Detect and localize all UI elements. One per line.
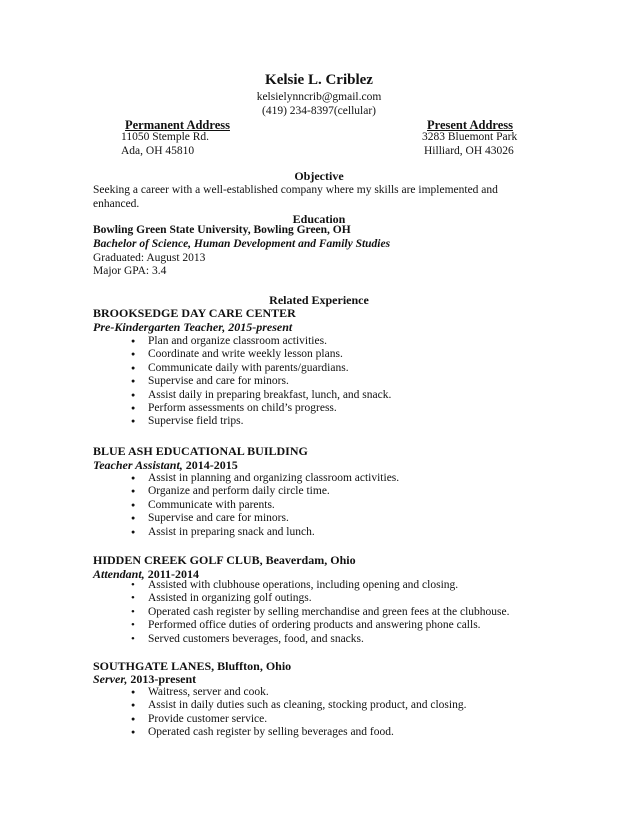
resume-name: Kelsie L. Criblez [265,72,373,88]
job-employer: BLUE ASH EDUCATIONAL BUILDING [93,444,308,458]
job-dates: 2014-2015 [182,458,238,472]
list-item: • Performed office duties of ordering products and answering phone calls. [131,619,509,632]
list-item: ● Plan and organize classroom activities. [131,335,391,348]
list-item: ● Organize and perform daily circle time. [131,485,399,498]
job-dates: 2013-present [127,672,197,686]
list-item: ● Assist daily in preparing breakfast, lunch, and snack. [131,389,391,402]
job-role: Server, [93,672,128,686]
present-address-heading: Present Address [427,118,513,132]
education-heading: Education [292,212,346,226]
list-item: ● Provide customer service. [131,713,466,726]
list-item: ● Operated cash register by selling beverages and food. [131,726,466,739]
job-duties-list [131,686,466,740]
list-item: ● Waitress, server and cook. [131,686,466,699]
permanent-address-line1: 11050 Stemple Rd. [121,131,210,143]
objective-heading: Objective [294,169,344,183]
list-item: ● Assist in daily duties such as cleaning, stocking product, and closing. [131,699,466,712]
experience-heading: Related Experience [269,293,369,307]
school-name: Bowling Green State University, Bowling Green, OH [93,224,351,236]
job-duties-list [131,335,391,429]
job-duties-list [131,472,399,539]
job-employer: SOUTHGATE LANES, Bluffton, Ohio [93,659,292,673]
list-item: ● Coordinate and write weekly lesson plans. [131,348,391,361]
permanent-address-line2: Ada, OH 45810 [121,145,195,157]
job-title [93,672,196,687]
job-dates: 2011-2014 [144,567,200,581]
list-item: • Assisted with clubhouse operations, including opening and closing. [131,579,509,592]
list-item: • Operated cash register by selling merchandise and green fees at the clubhouse. [131,606,509,619]
graduation-date: Graduated: August 2013 [93,252,206,264]
job-duties-list [131,579,509,646]
job-role: Attendant, [93,567,145,581]
list-item: ● Perform assessments on child’s progress. [131,402,391,415]
degree: Bachelor of Science, Human Development and Family Studies [93,238,391,250]
list-item: ● Assist in preparing snack and lunch. [131,526,399,539]
job-role: Teacher Assistant, [93,458,183,472]
list-item: • Assisted in organizing golf outings. [131,592,509,605]
job-title: Pre-Kindergarten Teacher, 2015-present [93,320,293,334]
job-employer: HIDDEN CREEK GOLF CLUB, Beaverdam, Ohio [93,553,356,567]
present-address-line1: 3283 Bluemont Park [422,131,518,143]
phone-number: (419) 234-8397(cellular) [261,105,376,117]
list-item: ● Supervise and care for minors. [131,512,399,525]
list-item: ● Communicate daily with parents/guardians. [131,362,391,375]
job-employer: BROOKSEDGE DAY CARE CENTER [93,306,296,320]
present-address-line2: Hilliard, OH 43026 [424,145,514,157]
job-title [93,458,238,473]
objective-text-line1: Seeking a career with a well-established company where my skills are implemented and [93,184,498,196]
list-item: ● Communicate with parents. [131,499,399,512]
list-item: • Served customers beverages, food, and snacks. [131,633,509,646]
permanent-address-heading: Permanent Address [125,118,230,132]
major-gpa: Major GPA: 3.4 [93,265,167,277]
email-address: kelsielynncrib@gmail.com [256,91,382,103]
list-item: ● Assist in planning and organizing classroom activities. [131,472,399,485]
list-item: ● Supervise and care for minors. [131,375,391,388]
list-item: ● Supervise field trips. [131,415,391,428]
objective-text-line2: enhanced. [93,198,140,210]
